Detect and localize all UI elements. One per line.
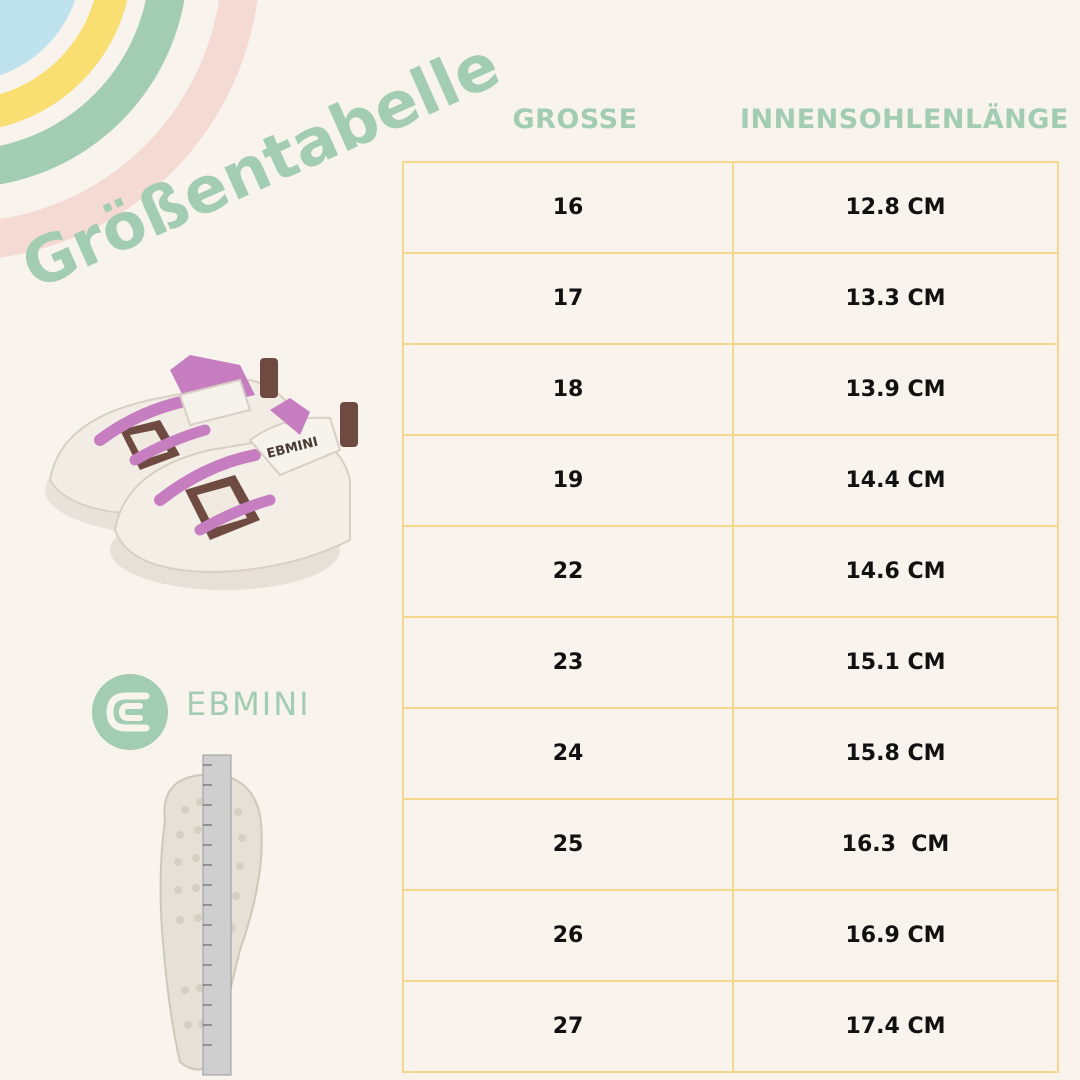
insole-length-cell: 15.1 CM	[733, 617, 1058, 708]
insole-with-ruler-image	[140, 740, 280, 1080]
insole-length-cell: 17.4 CM	[733, 981, 1058, 1072]
insole-length-cell: 14.4 CM	[733, 435, 1058, 526]
table-row	[403, 981, 1058, 1072]
insole-length-cell: 16.3 CM	[733, 799, 1058, 890]
logo-circle-icon	[92, 674, 168, 750]
insole-length-cell: 14.6 CM	[733, 526, 1058, 617]
size-table-body	[403, 162, 1058, 1072]
table-row	[403, 708, 1058, 799]
shoe-brand-label: EBMINI	[265, 434, 320, 462]
insole-length-cell: 12.8 CM	[733, 162, 1058, 253]
insole-length-cell: 13.9 CM	[733, 344, 1058, 435]
insole-length-cell: 13.3 CM	[733, 253, 1058, 344]
table-row	[403, 435, 1058, 526]
size-cell: 27	[403, 981, 733, 1072]
page-title	[0, 0, 511, 320]
size-cell: 22	[403, 526, 733, 617]
column-header-insole-length: INNENSOHLENLÄNGE	[740, 104, 1069, 135]
table-row	[403, 526, 1058, 617]
size-table	[402, 161, 1059, 1073]
table-row	[403, 162, 1058, 253]
table-row	[403, 799, 1058, 890]
ruler	[203, 755, 231, 1075]
size-cell: 23	[403, 617, 733, 708]
size-cell: 16	[403, 162, 733, 253]
column-header-size: GROSSE	[512, 104, 638, 135]
insole-length-cell: 15.8 CM	[733, 708, 1058, 799]
table-row	[403, 890, 1058, 981]
brand-name: EBMINI	[186, 685, 311, 723]
shoes-image	[40, 340, 370, 600]
size-cell: 25	[403, 799, 733, 890]
size-cell: 24	[403, 708, 733, 799]
size-cell: 17	[403, 253, 733, 344]
size-cell: 19	[403, 435, 733, 526]
table-row	[403, 344, 1058, 435]
title-text: Größentabelle	[11, 28, 511, 305]
table-row	[403, 253, 1058, 344]
size-cell: 26	[403, 890, 733, 981]
size-cell: 18	[403, 344, 733, 435]
insole-length-cell: 16.9 CM	[733, 890, 1058, 981]
table-row	[403, 617, 1058, 708]
